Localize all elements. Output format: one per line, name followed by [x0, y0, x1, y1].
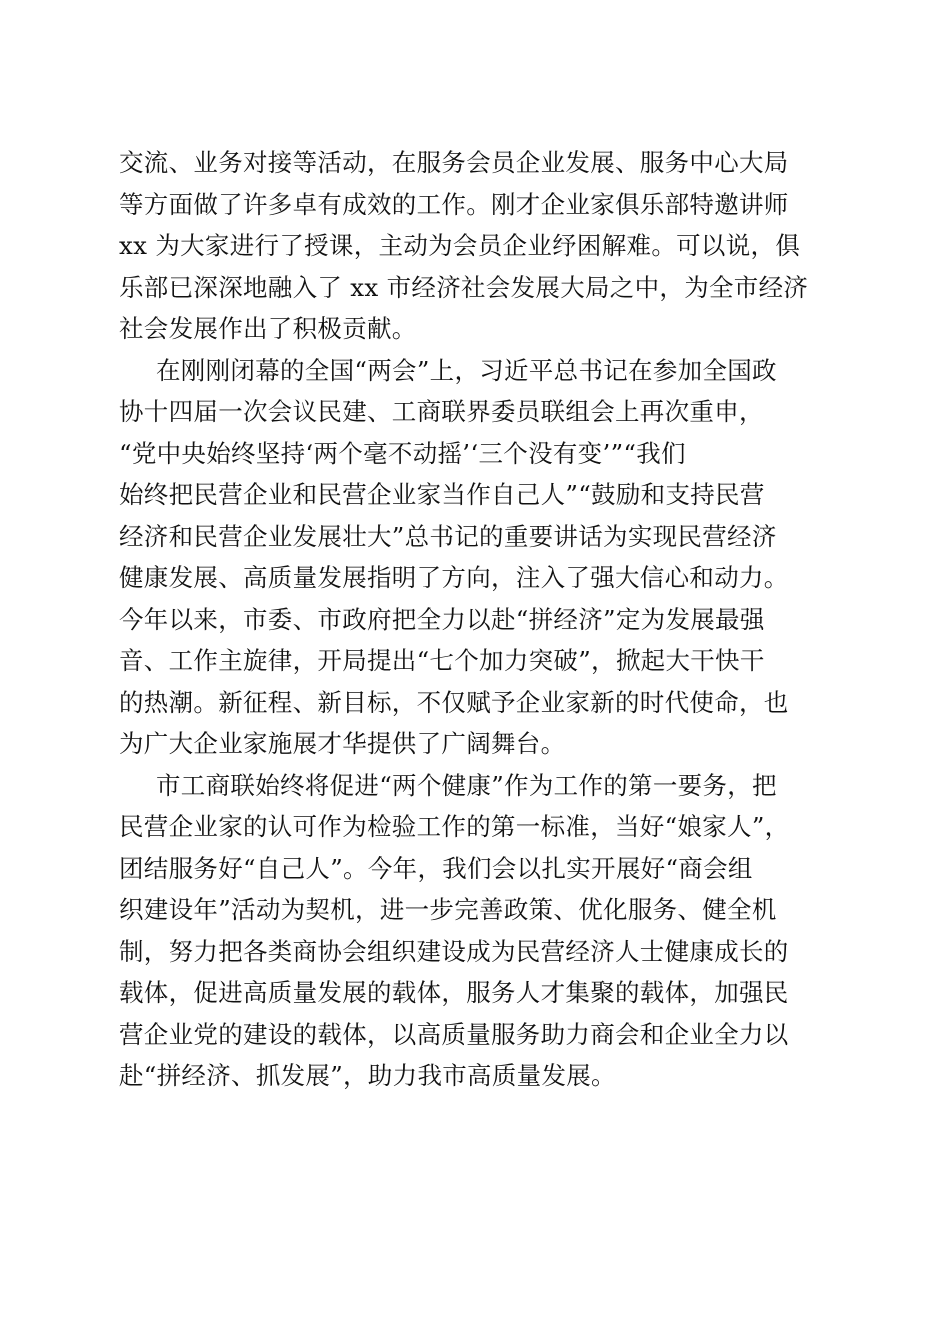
text-line: 今年以来，市委、市政府把全力以赴“拼经济”定为发展最强: [119, 604, 765, 634]
text-line: 经济和民营企业发展壮大”总书记的重要讲话为实现民营经济: [119, 521, 777, 551]
text-line: 健康发展、高质量发展指明了方向，注入了强大信心和动力。: [119, 563, 789, 592]
text-line: 在刚刚闭幕的全国“两会”上，习近平总书记在参加全国政: [156, 355, 777, 385]
text-line: xx 为大家进行了授课，主动为会员企业纾困解难。可以说，俱: [119, 231, 801, 260]
text-line: 市工商联始终将促进“两个健康”作为工作的第一要务，把: [156, 770, 777, 800]
paragraph-federation-commitment: [119, 765, 825, 1097]
text-line: 协十四届一次会议民建、工商联界委员联组会上再次重申，: [119, 397, 764, 426]
paragraph-two-sessions: [119, 350, 825, 765]
document-body: [119, 142, 825, 1097]
text-line: 的热潮。新征程、新目标，不仅赋予企业家新的时代使命，也: [119, 687, 789, 717]
text-line: 赴“拼经济、抓发展”，助力我市高质量发展。: [119, 1061, 616, 1090]
text-line: 始终把民营企业和民营企业家当作自己人”“鼓励和支持民营: [119, 480, 765, 509]
text-line: 乐部已深深地融入了 xx 市经济社会发展大局之中，为全市经济: [119, 272, 809, 302]
text-line: 等方面做了许多卓有成效的工作。刚才企业家俱乐部特邀讲师: [119, 189, 789, 219]
text-line: 营企业党的建设的载体，以高质量服务助力商会和企业全力以: [119, 1019, 789, 1049]
text-line: 团结服务好“自己人”。今年，我们会以扎实开展好“商会组: [119, 853, 753, 883]
paragraph-club-contribution: [119, 142, 825, 350]
text-line: 音、工作主旋律，开局提出“七个加力突破”，掀起大干快干: [119, 646, 765, 675]
text-line: 为广大企业家施展才华提供了广阔舞台。: [119, 729, 566, 758]
text-line: 社会发展作出了积极贡献。: [119, 314, 417, 343]
text-line: 织建设年”活动为契机，进一步完善政策、优化服务、健全机: [119, 895, 777, 924]
text-line: 民营企业家的认可作为检验工作的第一标准，当好“娘家人”，: [119, 812, 790, 841]
text-line: “党中央始终坚持‘两个毫不动摇’‘三个没有变’”“我们: [119, 438, 686, 468]
text-line: 交流、业务对接等活动，在服务会员企业发展、服务中心大局: [119, 148, 789, 177]
text-line: 载体，促进高质量发展的载体，服务人才集聚的载体，加强民: [119, 978, 789, 1007]
text-line: 制，努力把各类商协会组织建设成为民营经济人士健康成长的: [119, 936, 789, 966]
